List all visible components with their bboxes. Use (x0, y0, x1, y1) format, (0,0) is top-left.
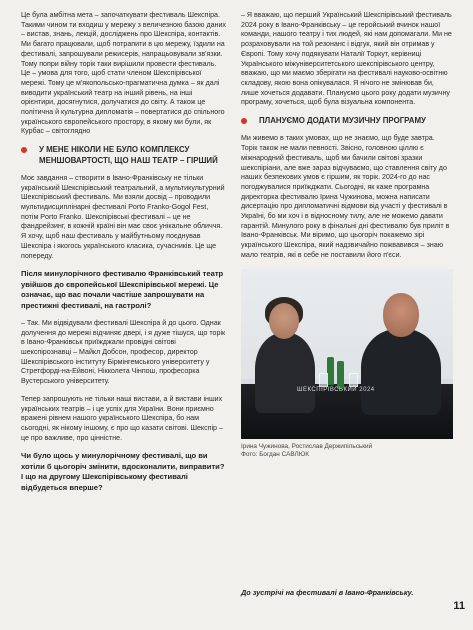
festival-photo (241, 269, 453, 439)
section-heading-2 (241, 116, 453, 126)
section-heading-1 (21, 145, 227, 166)
section-heading-2-text: ПЛАНУЄМО ДОДАТИ МУЗИЧНУ ПРОГРАМУ (259, 116, 426, 126)
section-heading-1-text: У МЕНЕ НІКОЛИ НЕ БУЛО КОМПЛЕКСУ МЕНШОВАРТОСТІ, ЩО НАШ ТЕАТР – ГІРШИЙ (39, 145, 218, 165)
left-paragraph-3: Тепер запрошують не тільки наші вистави, а й вистави інших українських театрів – і це успіх для України. Вони приємно вражені рівнем нашого українського Шекспіра, бо нам сьогодні, як нікому іншому, є про що казати світові. Шекспір – це про важливе, про цінністне. (21, 394, 223, 442)
right-column (241, 11, 453, 459)
right-intro-paragraph: – Я вважаю, що перший Український Шекспірівський фестиваль 2024 року в Івано-Франківську – це геройський вчинок нашої команди, нашого театру і тих людей, які нам допомагали. Ми не розраховували на той резонанс і відгук, який він отримав у Європі. Тому хочу подякувати Наталії Торкут, керівниці Українського міжуніверситетського шекспірівського центру, вважаю, що ми маємо зберігати на фестивалі науково-освітню складову, якою вона опікувалася. Я нічого не змінював би, лише хочеться додавати. Плануємо цього року додати музичну програму, хочеться, щоб була візуальна компонента. (241, 11, 452, 107)
left-column (21, 11, 227, 493)
photo-caption (241, 443, 453, 459)
photo-caption-names: Ірина Чужинова, Ростислав Держипільський (241, 442, 373, 450)
right-paragraph-2: Ми живемо в таких умовах, що не знаємо, що буде завтра. Торік також не мали певності. Звісно, головною ціллю є міжнародний фестиваль, щоб ми бачили світові зразки шекспіріани, але вже зараз відчуваємо, що ставлення світу до наших безпекових умов є гіршим, як торік. 2024-го до нас погоджувалися приїжджати. Сьогодні, як каже програмна директорка фестивалю Ірина Чужинова, можна написати дисертацію про дипломатичні відмови від участі у фестивалі в Україні, бо ми хоч і в відносному тилу, але не можемо давати гарантій. Минулого року в фінальні дні фестивалю був приліт в Івано-Франківськ. Ми віримо, що цьогоріч покажемо зірі українського Шекспіра, який надзвичайно пожвавився – знаю мало театрів, які в себе не поставили його п'єси. (241, 134, 450, 259)
interview-question-2: Чи було щось у минулорічному фестивалі, що ви хотіли б цьогоріч змінити, вдосконалити, виправити? І що на другому Шекспірівському фестивалі відбудеться вперше? (21, 451, 225, 492)
page-number: 11 (453, 600, 465, 612)
interview-question-1: Після минулорічного фестивалю Франківський театр увійшов до європейської Шекспірівської мережі. Це означає, що вас почали частіше запрошувати на престижні фестивалі, на гастролі? (21, 269, 224, 310)
left-intro-paragraph: Це була амбітна мета – започаткувати фестиваль Шекспіра. Такими чином ти входиш у мережу з величезною базою даних – вистав, знань, лекцій, досліджень про Шекспіра, контактів. Ми багато працювали, щоб потрапити в цю мережу, їздили на фестивалі, запрошували режисерів, напрацьовували зв'язки. Тому попри війну торік таки вирішили провести фестиваль. Це – умова для того, щоб стати членом Шекспірівської мережі. Тому це м'якопольсько-прагматична думка – як далі виводити український театр на інший рівень, на інші орієнтири, досягнутися, долучатися до світу. А також це політична й культурна дипломатія – повертатися до спільного українського європейського простору, в якому ми були, як Курбас – світоглядно (21, 11, 226, 136)
bullet-dot-icon (21, 147, 27, 153)
closing-line: До зустрічі на фестивалі в Івано-Франківську. (241, 588, 414, 597)
left-paragraph-2: Моє завдання – створити в Івано-Франківську не тільки український Шекспірівський театральний, а мультикультурний Шекспірівський фестиваль. Ми взяли досвід – проводили мультидисциплінарні фестивалі Porto Franko-Gogol Fest, потім Porto Franko. Шекспірівські фестивалі – це не фандрейзинг, в кожній країні він має своє унікальне обличчя. Я хочу, щоб наш фестиваль у майбутньому поєднував Шекспіра і якогось українського класика, сучасників. Це ще попереду. (21, 173, 225, 260)
interview-answer-1: – Так. Ми відвідували фестивалі Шекспіра й до цього. Однак долучення до мережі відчиняє двері, і я дуже тішуся, що торік в Івано-Франківськ приїжджали провідні світові шекспірознавці – Майкл Добсон, професор, директор Шекспірівського інституту Бірмінгемського університету у Стретфорді-на-Ейвоні, Нікколета Чінпош, професорка Вустерського університету. (21, 318, 226, 386)
bullet-dot-icon (241, 118, 247, 124)
photo-banner-text: ШЕКСПІРІВСЬКИЙ 2024 (297, 386, 375, 393)
photo-credit: Фото: Богдан САВЛЮК (241, 450, 309, 458)
photo-figure (241, 269, 453, 459)
